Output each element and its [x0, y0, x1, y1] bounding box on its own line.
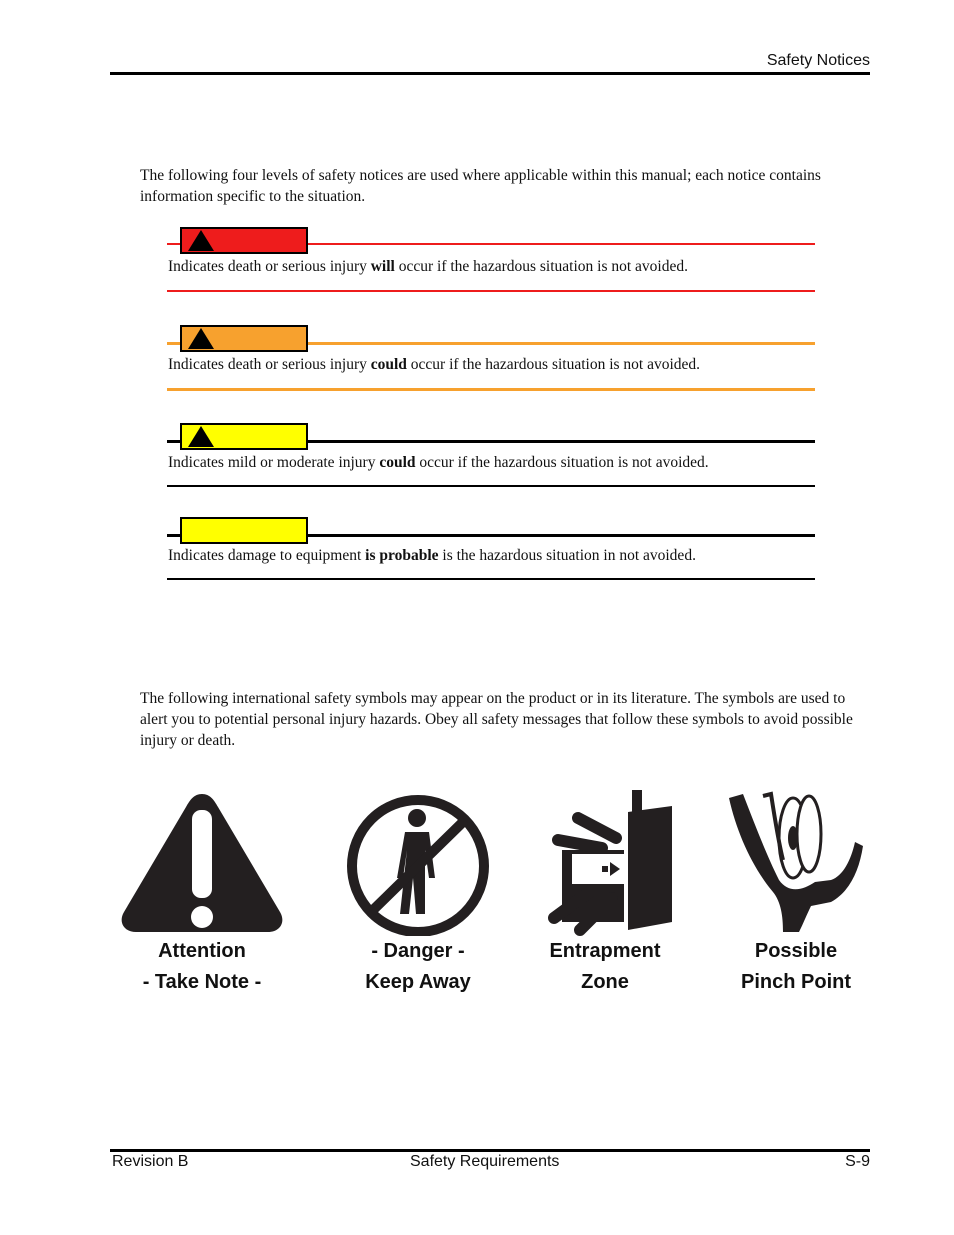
warning-badge	[180, 325, 308, 352]
symbol-caption-line1: Possible	[754, 940, 838, 962]
pinch-point-icon	[723, 790, 869, 936]
symbol-caption-line1: Entrapment	[549, 940, 661, 962]
footer-revision: Revision B	[112, 1153, 189, 1170]
safety-symbols-intro: The following international safety symbols may appear on the product or in its literature. The symbols are used to alert you to potential personal injury hazards. Obey all safety messages that follow these symbols to avoid possible injury or death.	[140, 690, 853, 749]
safety-levels-intro: The following four levels of safety notices are used where applicable within this manual; each notice contains information specific to the situation.	[140, 167, 821, 205]
attention-icon	[114, 790, 290, 936]
entrapment-icon	[532, 790, 678, 936]
symbol-pinch-point	[712, 790, 880, 998]
symbol-caption-line1: - Danger -	[371, 940, 465, 962]
notice-rule-bottom	[167, 388, 815, 391]
symbol-attention	[114, 790, 290, 998]
notice-text: Indicates mild or moderate injury could occur if the hazardous situation is not avoided.	[168, 454, 709, 471]
page-header-title: Safety Notices	[766, 52, 870, 69]
warning-triangle-icon	[188, 328, 214, 349]
notice-rule-bottom	[167, 578, 815, 580]
warning-triangle-icon	[188, 230, 214, 251]
symbol-caption-line1: Attention	[158, 940, 246, 962]
notice-text: Indicates death or serious injury will occur if the hazardous situation is not avoided.	[168, 258, 688, 275]
notice-rule-bottom	[167, 485, 815, 487]
danger-badge	[180, 227, 308, 254]
notice-badge	[180, 517, 308, 544]
symbol-caption-line2: Zone	[581, 971, 629, 993]
notice-rule-bottom	[167, 290, 815, 292]
symbol-keep-away	[333, 790, 503, 998]
symbol-caption-line2: Keep Away	[365, 971, 471, 993]
header-divider	[110, 72, 870, 75]
symbol-caption-line2: Pinch Point	[741, 971, 851, 993]
symbol-entrapment	[525, 790, 685, 998]
notice-text: Indicates death or serious injury could occur if the hazardous situation is not avoided.	[168, 356, 701, 373]
footer-section-title: Safety Requirements	[410, 1153, 560, 1170]
keep-away-icon	[345, 790, 491, 936]
notice-text: Indicates damage to equipment is probable is the hazardous situation in not avoided.	[168, 547, 696, 564]
warning-triangle-icon	[188, 426, 214, 447]
footer-divider	[110, 1149, 870, 1152]
footer-page-number: S-9	[845, 1153, 870, 1170]
caution-badge	[180, 423, 308, 450]
symbol-caption-line2: - Take Note -	[142, 971, 262, 993]
